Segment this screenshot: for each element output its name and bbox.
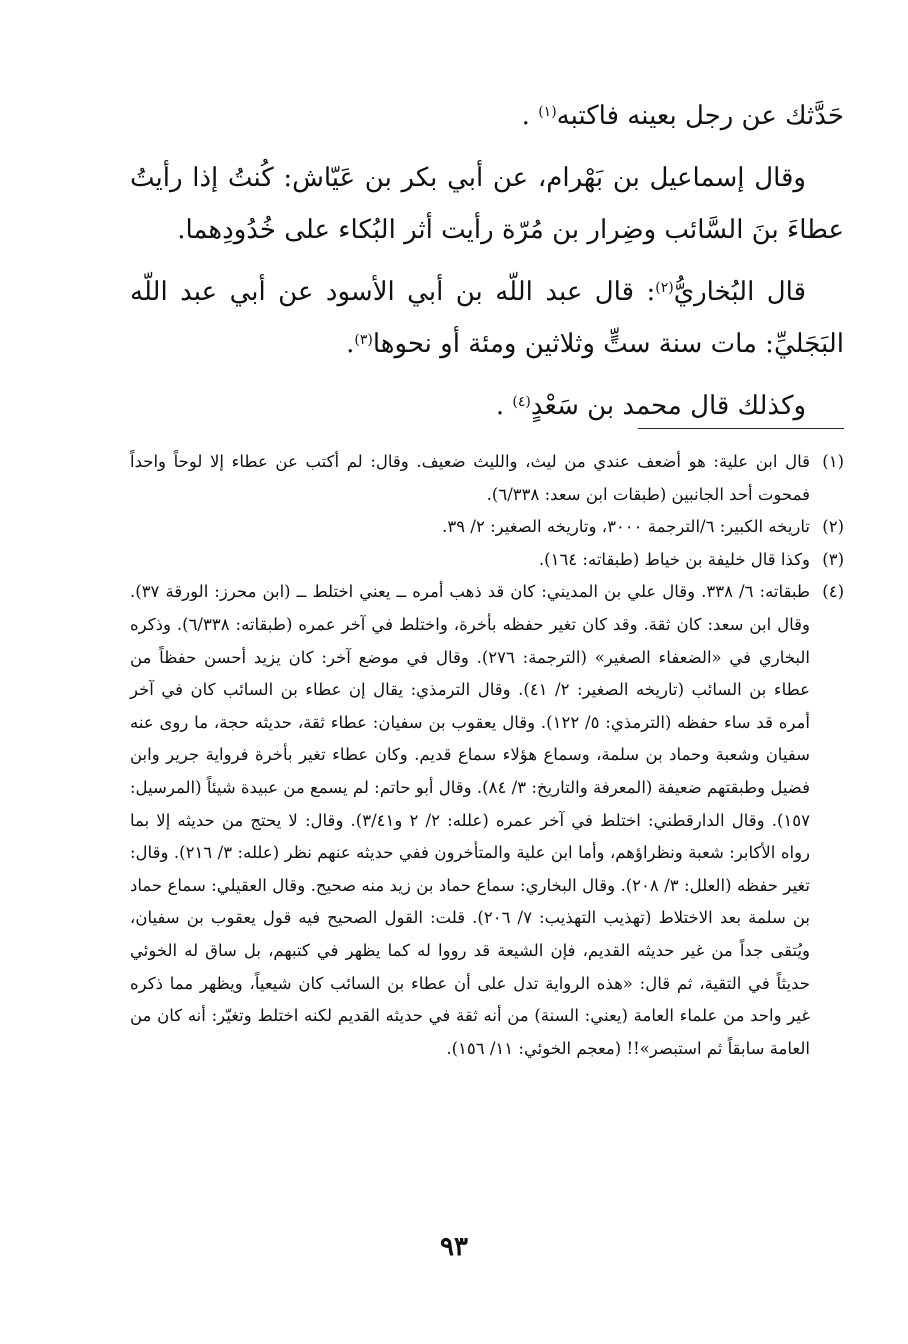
- footnote-number: (٤): [822, 582, 844, 602]
- paragraph-4-text: وكذلك قال محمد بن سَعْدٍ: [530, 391, 806, 421]
- footnote-1: [130, 446, 844, 511]
- footnote-number: (١): [822, 452, 844, 471]
- footnote-4: [130, 576, 844, 1065]
- paragraph-3-text-b: : قال عبد اللّه بن أبي الأسود عن أبي عبد اللّه البَجَليِّ: مات سنة ستٍّ وثلاثين ومئة أو نحوها: [130, 277, 844, 359]
- main-text: [130, 90, 844, 432]
- paragraph-1: [130, 90, 844, 142]
- footnote-text: قال ابن علية: هو أضعف عندي من ليث، والليث ضعيف. وقال: لم أكتب عن عطاء إلا لوحاً واحداً فمحوت أحد الجانبين (طبقات ابن سعد: ٦/٣٣٨).: [130, 452, 810, 504]
- footnote-text: طبقاته: ٦/ ٣٣٨. وقال علي بن المديني: كان قد ذهب أمره ــ يعني اختلط ــ (ابن محرز: الورقة ٣٧). وقال ابن سعد: كان ثقة. وقد كان تغير حفظه بأخرة، واختلط في آخر عمره (طبقاته: ٦/٣٣٨). وذكره البخاري في «الضعفاء الصغير» (الترجمة: ٢٧٦). وقال في موضع آخر: كان يزيد أحسن حفظاً من عطاء بن السائب (تاريخه الصغير: ٢/ ٤١). وقال الترمذي: يقال إن عطاء بن السائب كان في آخر أمره قد ساء حفظه (الترمذي: ٥/ ١٢٢). وقال يعقوب بن سفيان: عطاء ثقة، حديثه حجة، ما روى عنه سفيان وشعبة وحماد بن سلمة، وسماع هؤلاء سماع قديم. وكان عطاء تغير بأخرة فرواية جرير وابن فضيل وطبقتهم ضعيفة (المعرفة والتاريخ: ٣/ ٨٤). وقال أبو حاتم: لم يسمع من عبيدة شيئاً (المرسيل: ١٥٧). وقال الدارقطني: اختلط في آخر عمره (علله: ٢/ ٢ و٣/٤١). وقال: لا يحتج من حديثه إلا بما رواه الأكابر: شعبة ونظراؤهم، وأما ابن علية والمتأخرون ففي حديثه عنهم نظر (علله: ٣/ ٢١٦). وقال: تغير حفظه (العلل: ٣/ ٢٠٨). وقال البخاري: سماع حماد بن زيد منه صحيح. وقال العقيلي: سماع حماد بن سلمة بعد الاختلاط (تهذيب التهذيب: ٧/ ٢٠٦). قلت: القول الصحيح فيه قول يعقوب بن سفيان، ويُتقى جداً من غير حديثه القديم، فإن الشيعة قد رووا له كما يظهر في كتبهم، بل ساق له الخوئي حديثاً في التقية، ثم قال: «هذه الرواية تدل على أن عطاء بن السائب كان شيعياً، ويظهر مما ذكره غير واحد من علماء العامة (يعني: السنة) من أنه ثقة في حديثه القديم لكنه اختلط وتغيّر: أنه كان من العامة سابقاً ثم استبصر»!! (معجم الخوئي: ١١/ ١٥٦).: [130, 582, 811, 1058]
- footnote-text: وكذا قال خليفة بن خياط (طبقاته: ١٦٤).: [538, 549, 810, 569]
- paragraph-1-text: حَدَّثك عن رجل بعينه فاكتبه: [556, 101, 844, 131]
- footnote-ref-1[interactable]: (١): [538, 104, 557, 120]
- footnote-ref-2[interactable]: (٢): [655, 280, 674, 296]
- paragraph-4-end: .: [495, 391, 513, 421]
- footnote-number: (٣): [822, 549, 844, 569]
- page-number: ٩٣: [440, 1232, 468, 1262]
- paragraph-1-end: .: [521, 101, 539, 131]
- paragraph-3-end: .: [346, 329, 355, 359]
- footnote-number: (٢): [822, 517, 844, 537]
- paragraph-4: [130, 380, 844, 432]
- footnote-ref-4[interactable]: (٤): [512, 394, 531, 410]
- footnote-ref-3[interactable]: (٣): [354, 332, 373, 348]
- paragraph-3-text-a: قال البُخاريُّ: [673, 277, 807, 307]
- footnote-text: تاريخه الكبير: ٦/الترجمة ٣٠٠٠، وتاريخه الصغير: ٢/ ٣٩.: [442, 517, 810, 537]
- paragraph-2: وقال إسماعيل بن بَهْرام، عن أبي بكر بن عَيّاش: كُنتُ إذا رأيتُ عطاءَ بنَ السَّائب وضِرار بن مُرّة رأيت أثر البُكاء على خُدُودِهما.: [130, 163, 844, 245]
- footnote-2: [130, 511, 844, 544]
- footnote-3: [130, 544, 844, 577]
- footnote-separator: [638, 428, 844, 429]
- paragraph-3: [130, 266, 844, 370]
- footnotes: [130, 446, 844, 1065]
